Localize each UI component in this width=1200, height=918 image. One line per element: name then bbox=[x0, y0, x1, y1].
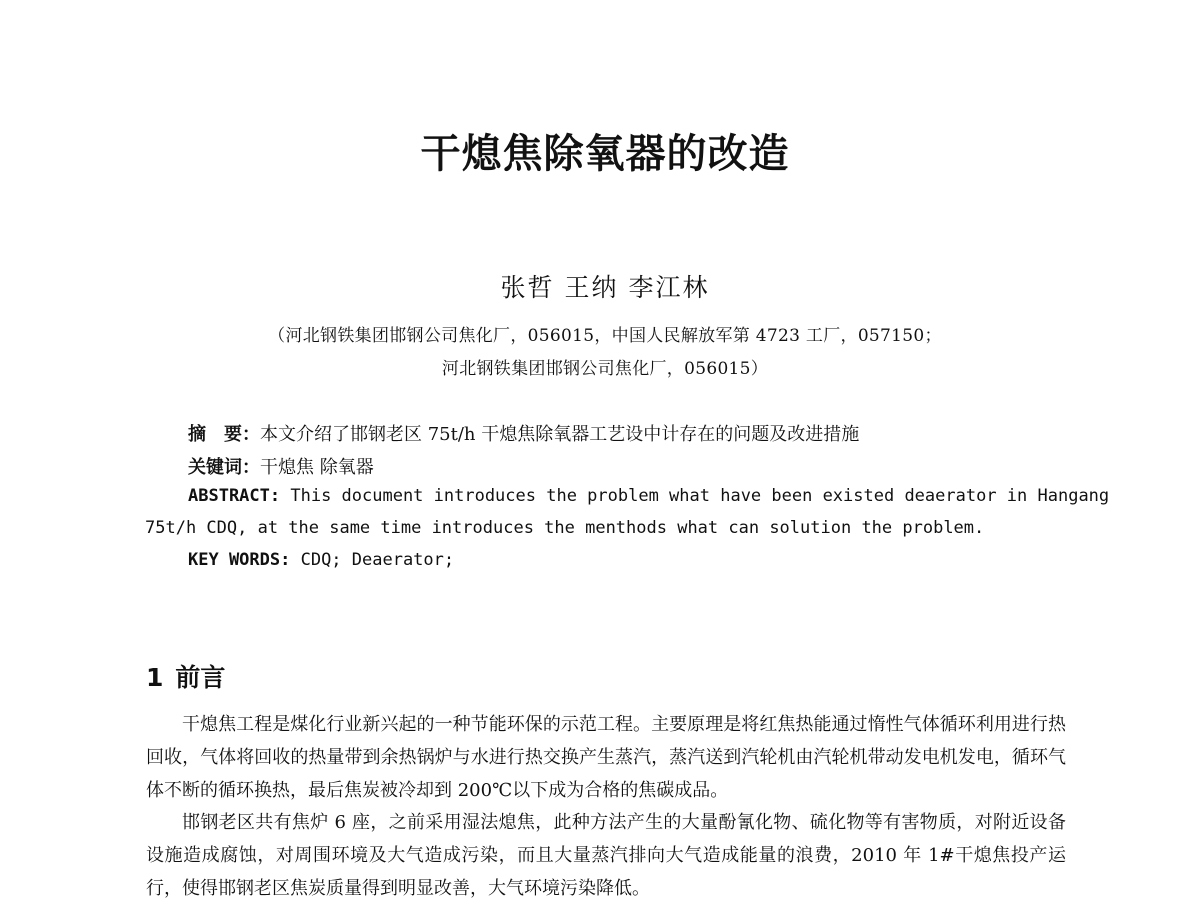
keywords-cn-text: 干熄焦 除氧器 bbox=[260, 457, 374, 478]
abstract-en-line-2: 75t/h CDQ, at the same time introduces the menthods what can solution the problem. bbox=[145, 518, 985, 538]
paragraph-2: 邯钢老区共有焦炉 6 座，之前采用湿法熄焦，此种方法产生的大量酚氰化物、硫化物等有害物质，对附近设备设施造成腐蚀，对周围环境及大气造成污染，而且大量蒸汽排向大气造成能量的浪费，2010 年 1#干熄焦投产运行，使得邯钢老区焦炭质量得到明显改善，大气环境污染降低。 bbox=[146, 812, 1066, 899]
keywords-cn-label: 关键词： bbox=[188, 457, 260, 478]
abstract-en-label: ABSTRACT: bbox=[188, 486, 281, 506]
abstract-en-line-1 bbox=[188, 486, 1109, 506]
paragraph-1: 干熄焦工程是煤化行业新兴起的一种节能环保的示范工程。主要原理是将红焦热能通过惰性气体循环利用进行热回收，气体将回收的热量带到余热锅炉与水进行热交换产生蒸汽，蒸汽送到汽轮机由汽轮机带动发电机发电，循环气体不断的循环换热，最后焦炭被冷却到 200℃以下成为合格的焦碳成品。 bbox=[146, 714, 1066, 801]
paper-title: 干熄焦除氧器的改造 bbox=[420, 131, 790, 177]
affiliation-line-1: （河北钢铁集团邯钢公司焦化厂，056015，中国人民解放军第 4723 工厂，057150； bbox=[268, 326, 942, 346]
abstract-en-text-1: This document introduces the problem what have been existed deaerator in Hangang bbox=[280, 486, 1110, 506]
keywords-cn bbox=[188, 453, 374, 479]
keywords-en-text: CDQ; Deaerator; bbox=[290, 550, 455, 570]
affiliation-line-2: 河北钢铁集团邯钢公司焦化厂，056015） bbox=[441, 359, 769, 379]
section-1-heading bbox=[146, 658, 225, 694]
section-1-number: 1 bbox=[146, 663, 164, 692]
abstract-cn bbox=[188, 420, 859, 446]
keywords-en-label: KEY WORDS: bbox=[188, 550, 291, 570]
abstract-cn-text: 本文介绍了邯钢老区 75t/h 干熄焦除氧器工艺设中计存在的问题及改进措施 bbox=[260, 424, 860, 445]
authors: 张哲 王纳 李江林 bbox=[500, 273, 710, 302]
keywords-en bbox=[188, 550, 454, 570]
abstract-cn-label: 摘 要： bbox=[188, 424, 260, 445]
section-1-title: 前言 bbox=[175, 663, 226, 692]
